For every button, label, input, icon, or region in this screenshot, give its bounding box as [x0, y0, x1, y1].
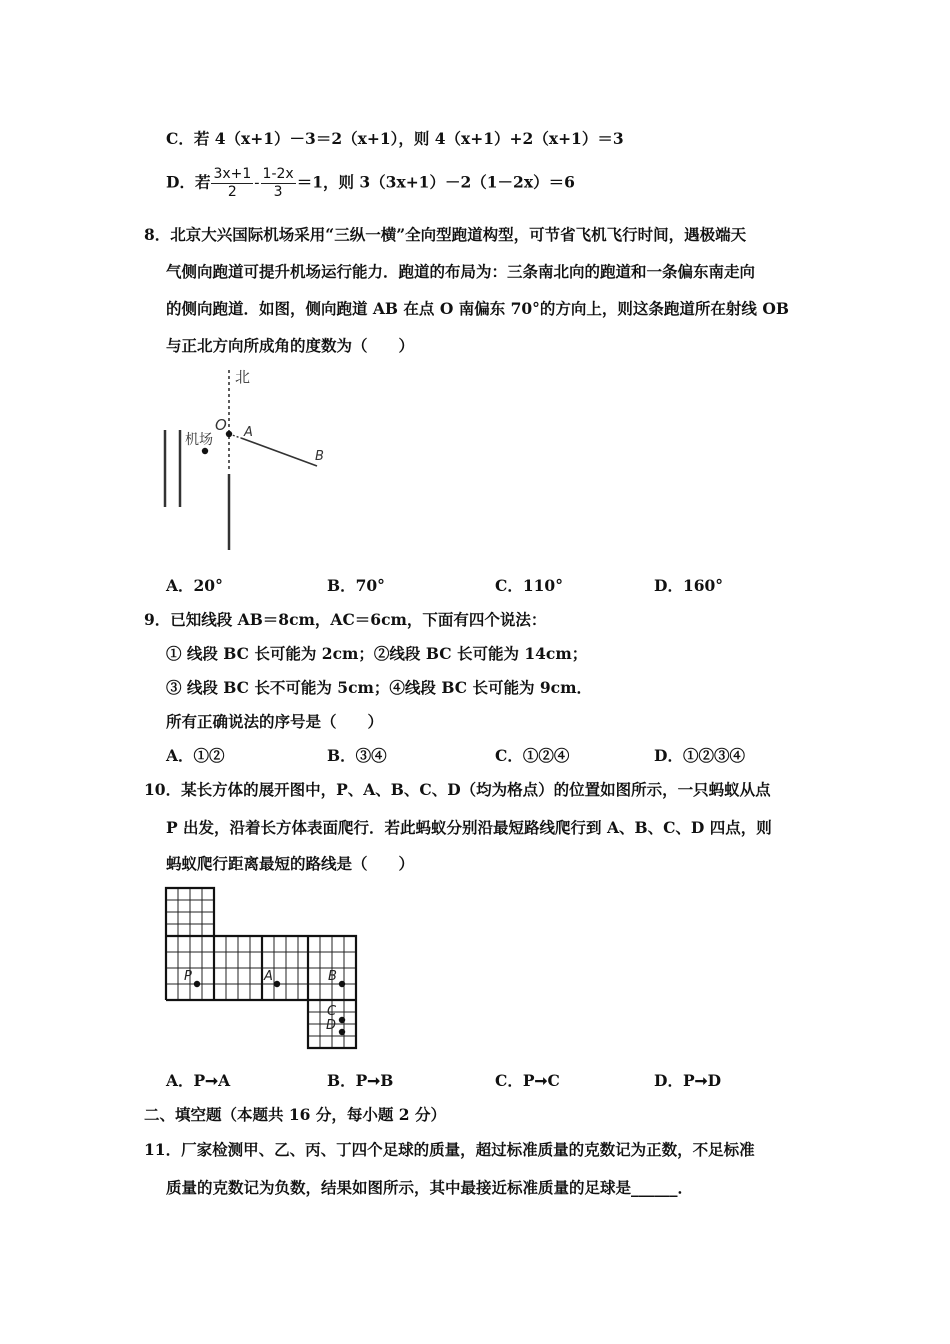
q10-line-1: 10．某长方体的展开图中，P、A、B、C、D（均为格点）的位置如图所示，一只蚂蚁从点 — [144, 780, 771, 799]
minus-sign: - — [254, 173, 260, 192]
fraction-2-numerator: 1-2x — [262, 166, 294, 182]
q7-fraction-1 — [211, 166, 253, 201]
q7-option-d-prefix: D．若 — [166, 172, 211, 192]
o-label: O — [215, 416, 227, 434]
c-label: C — [327, 1004, 337, 1019]
q8-line-4: 与正北方向所成角的度数为（ ） — [166, 336, 415, 355]
airport-label: 机场 — [185, 432, 213, 448]
q8-option-c: C．110° — [495, 576, 563, 595]
q10-option-d: D．P➞D — [654, 1071, 722, 1090]
q10-option-b: B．P➞B — [327, 1071, 394, 1090]
q11-line-1: 11．厂家检测甲、乙、丙、丁四个足球的质量，超过标准质量的克数记为正数，不足标准 — [144, 1140, 755, 1159]
q9-option-c: C．①②④ — [495, 746, 570, 765]
point-b — [339, 981, 345, 987]
q8-option-b: B．70° — [327, 576, 385, 595]
section-2-title: 二、填空题（本题共 16 分，每小题 2 分） — [144, 1105, 446, 1124]
fraction-1-denominator: 2 — [227, 184, 237, 200]
q8-option-a: A．20° — [166, 576, 223, 595]
q10-cuboid-net-figure — [160, 882, 365, 1054]
point-c — [339, 1017, 345, 1023]
point-p — [194, 981, 200, 987]
point-a — [274, 981, 280, 987]
fraction-2-denominator: 3 — [273, 184, 283, 200]
q8-runway-figure — [155, 362, 345, 557]
q8-line-2: 气侧向跑道可提升机场运行能力．跑道的布局为：三条南北向的跑道和一条偏东南走向 — [166, 262, 756, 281]
q8-line-3: 的侧向跑道．如图，侧向跑道 AB 在点 O 南偏东 70°的方向上，则这条跑道所在射线 OB — [166, 299, 789, 318]
p-label: P — [184, 969, 192, 984]
runway-ab — [241, 438, 317, 466]
d-label: D — [326, 1018, 337, 1033]
q9-option-a: A．①② — [166, 746, 225, 765]
q10-option-a: A．P➞A — [166, 1071, 231, 1090]
q7-option-d — [166, 166, 575, 201]
q9-line-2: ① 线段 BC 长可能为 2cm；②线段 BC 长可能为 14cm； — [166, 644, 588, 663]
q9-line-3: ③ 线段 BC 长不可能为 5cm；④线段 BC 长可能为 9cm． — [166, 678, 592, 697]
north-label: 北 — [235, 368, 251, 386]
q9-option-b: B．③④ — [327, 746, 387, 765]
q7-option-c: C．若 4（x+1）－3＝2（x+1），则 4（x+1）+2（x+1）＝3 — [166, 129, 624, 148]
q9-line-4: 所有正确说法的序号是（ ） — [166, 712, 384, 731]
point-d — [339, 1029, 345, 1035]
b-label: B — [315, 449, 324, 464]
a-label: A — [264, 969, 273, 984]
q8-line-1: 8．北京大兴国际机场采用“三纵一横”全向型跑道构型，可节省飞机飞行时间，遇极端天 — [144, 225, 747, 244]
q11-line-2: 质量的克数记为负数，结果如图所示，其中最接近标准质量的足球是______． — [166, 1178, 694, 1197]
q9-line-1: 9．已知线段 AB＝8cm，AC＝6cm，下面有四个说法： — [144, 610, 547, 629]
q9-option-d: D．①②③④ — [654, 746, 745, 765]
q10-line-2: P 出发，沿着长方体表面爬行．若此蚂蚁分别沿最短路线爬行到 A、B、C、D 四点，则 — [166, 818, 772, 837]
q10-option-c: C．P➞C — [495, 1071, 560, 1090]
q8-option-d: D．160° — [654, 576, 724, 595]
b-label: B — [328, 969, 337, 984]
q7-fraction-2 — [261, 166, 296, 201]
q10-line-3: 蚂蚁爬行距离最短的路线是（ ） — [166, 854, 415, 873]
a-label: A — [244, 425, 253, 440]
fraction-1-numerator: 3x+1 — [213, 166, 252, 182]
q7-option-d-suffix: ＝1，则 3（3x+1）－2（1－2x）＝6 — [296, 172, 575, 192]
airport-point — [202, 448, 208, 454]
